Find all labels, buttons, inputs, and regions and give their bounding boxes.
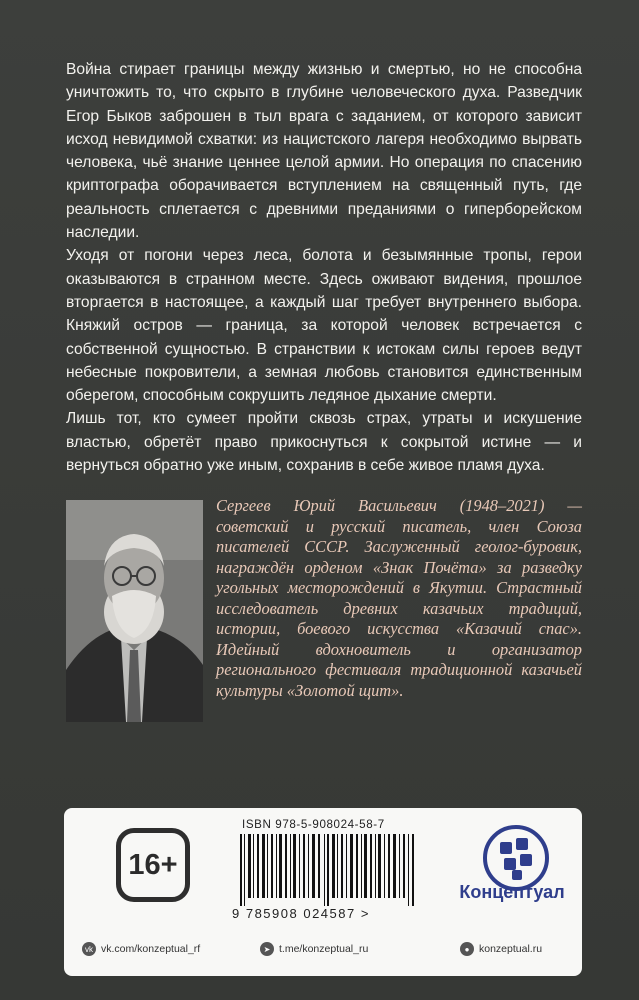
author-portrait-image xyxy=(66,500,203,722)
blurb-paragraph-2: Уходя от погони через леса, болота и безымянные тропы, герои оказываются в странном месте. Здесь оживают видения, прошлое вторгается в настоящее, а каждый шаг требует внутреннего выбора. Княжий остров — граница, за которой человек встречается с собственной сущностью. В странствии к истокам силы героев ведут небесные покровители, а земная любовь становится единственным оберегом, способным сокрушить ледяное дыхание смерти. xyxy=(66,247,582,405)
social-vk[interactable] xyxy=(82,942,200,956)
social-telegram[interactable] xyxy=(260,942,368,956)
website-icon: ● xyxy=(460,942,474,956)
author-photo xyxy=(66,500,203,722)
author-bio: Сергеев Юрий Васильевич (1948–2021) — советский и русский писатель, член Союза писателей СССР. Заслуженный геолог-буровик, награждён орденом «Знак Почёта» за разведку угольных месторождений в Якутии. Страстный исследователь древних казачьих традиций, истории, боевого искусства «Казачий спас». Идейный вдохновитель и организатор регионального фестиваля традиционной казачьей культуры «Золотой щит». xyxy=(216,496,582,700)
blurb-paragraph-3: Лишь тот, кто сумеет пройти сквозь страх, утраты и искушение властью, обретёт право прикоснуться к сокрытой истине — и вернуться обратно уже иным, сохранив в себе живое пламя духа. xyxy=(66,410,582,475)
social-site[interactable] xyxy=(460,942,542,956)
telegram-icon: ➤ xyxy=(260,942,274,956)
barcode-digits: 9 785908 024587 > xyxy=(232,906,370,921)
publisher-name: Концептуал xyxy=(459,882,565,902)
telegram-link-text[interactable]: t.me/konzeptual_ru xyxy=(279,943,369,955)
website-link-text[interactable]: konzeptual.ru xyxy=(479,943,543,955)
book-blurb xyxy=(66,58,582,477)
blurb-paragraph-1: Война стирает границы между жизнью и смертью, но не способна уничтожить то, что скрыто в глубине человеческого духа. Разведчик Егор Быков заброшен в тыл врага с заданием, от которого зависит исход невидимой схватки: из нацистского лагеря необходимо вырвать человека, чьё знание ценнее целой армии. Но операция по спасению криптографа оборачивается вступлением на священный путь, где реальность сплетается с древними преданиями о гиперборейском наследии. xyxy=(66,61,582,242)
isbn-label: ISBN 978-5-908024-58-7 xyxy=(242,818,385,831)
barcode-icon xyxy=(238,834,418,906)
vk-icon: vk xyxy=(82,942,96,956)
age-rating-badge: 16+ xyxy=(116,828,190,902)
social-links xyxy=(64,942,582,962)
barcode-panel xyxy=(64,808,582,976)
vk-link-text[interactable]: vk.com/konzeptual_rf xyxy=(101,943,201,955)
